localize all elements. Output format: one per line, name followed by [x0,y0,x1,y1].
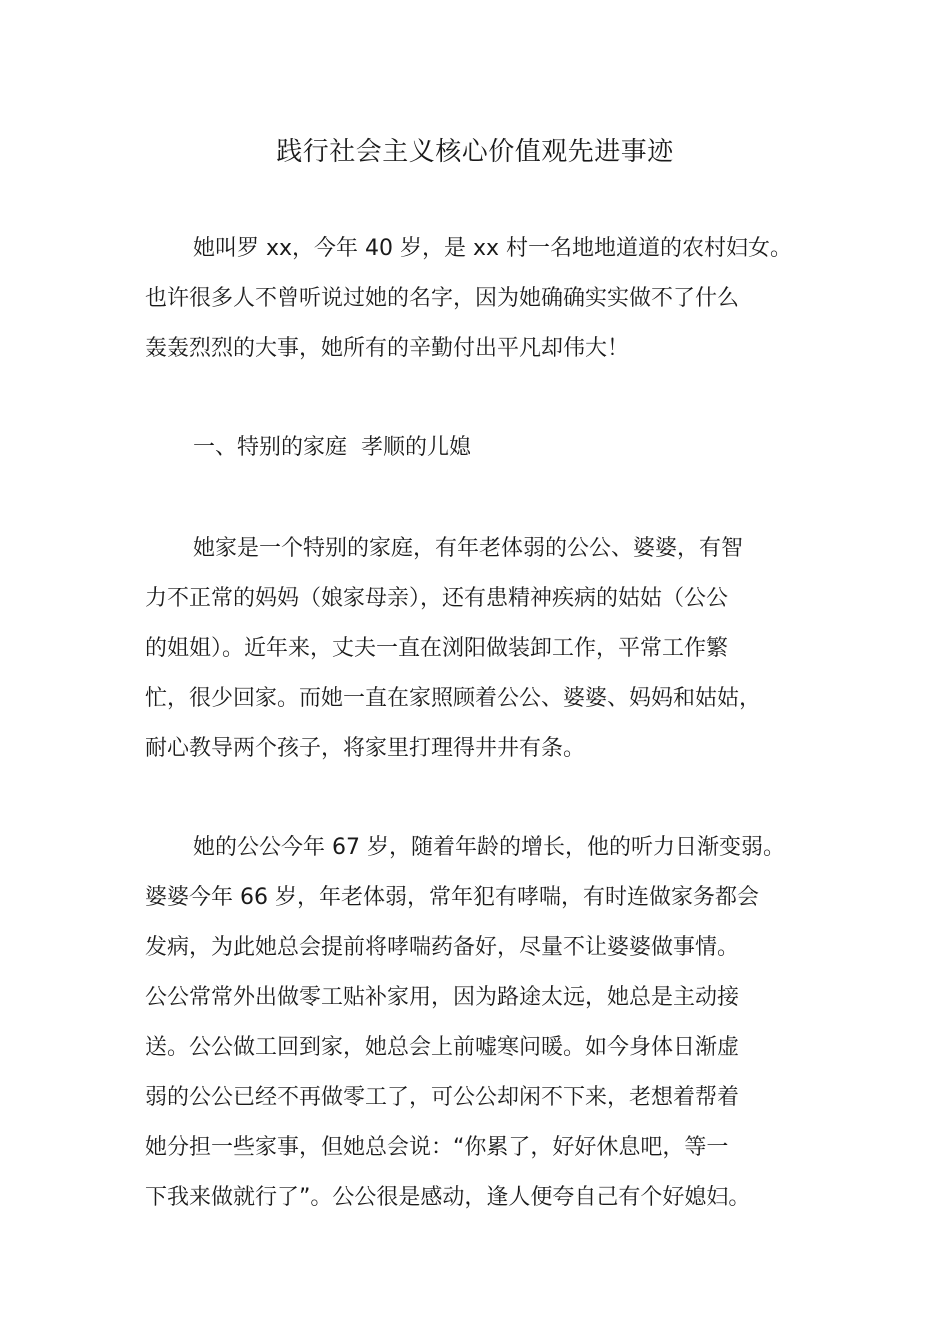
paragraph-2 [145,524,835,774]
paragraph-line: 的姐姐）。近年来，丈夫一直在浏阳做装卸工作，平常工作繁 [145,636,729,661]
paragraph-line: 发病，为此她总会提前将哮喘药备好，尽量不让婆婆做事情。 [145,935,740,960]
section-heading-text: 一、特别的家庭 孝顺的儿媳 [193,435,471,460]
paragraph-3 [145,823,835,1223]
paragraph-line: 婆婆今年 66 岁，年老体弱，常年犯有哮喘，有时连做家务都会 [145,885,759,910]
paragraph-line: 她家是一个特别的家庭，有年老体弱的公公、婆婆，有智 [193,536,744,561]
paragraph-line: 她叫罗 xx，今年 40 岁，是 xx 村一名地地道道的农村妇女。 [193,236,793,261]
paragraph-line: 轰轰烈烈的大事，她所有的辛勤付出平凡却伟大！ [145,336,630,361]
paragraph-line: 她的公公今年 67 岁，随着年龄的增长，他的听力日渐变弱。 [193,835,785,860]
paragraph-line: 也许很多人不曾听说过她的名字，因为她确确实实做不了什么 [145,286,740,311]
paragraph-line: 耐心教导两个孩子，将家里打理得井井有条。 [145,736,586,761]
paragraph-line: 她分担一些家事，但她总会说：“你累了，好好休息吧，等一 [145,1135,729,1160]
paragraph-line: 公公常常外出做零工贴补家用，因为路途太远，她总是主动接 [145,985,740,1010]
paragraph-line: 下我来做就行了”。公公很是感动，逢人便夸自己有个好媳妇。 [145,1185,751,1210]
paragraph-line: 忙，很少回家。而她一直在家照顾着公公、婆婆、妈妈和姑姑， [145,686,762,711]
document-title: 践行社会主义核心价值观先进事迹 [276,137,674,167]
paragraph-line: 力不正常的妈妈（娘家母亲），还有患精神疾病的姑姑（公公 [145,586,729,611]
paragraph-line: 弱的公公已经不再做零工了，可公公却闲不下来，老想着帮着 [145,1085,740,1110]
paragraph-1 [145,224,835,374]
paragraph-line: 送。公公做工回到家，她总会上前嘘寒问暖。如今身体日渐虚 [145,1035,740,1060]
section-heading-1 [145,423,835,473]
